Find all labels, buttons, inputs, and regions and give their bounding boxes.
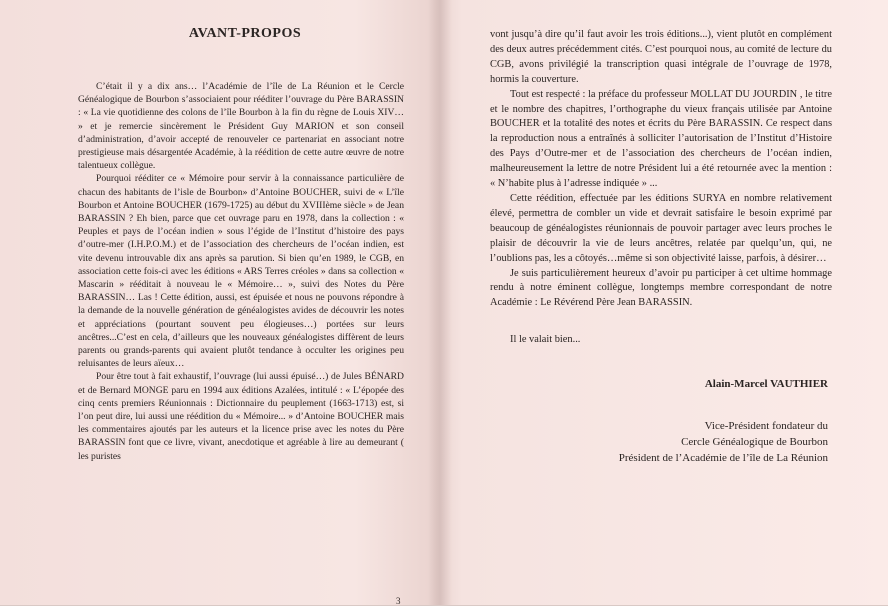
signature-title-3: Président de l’Académie de l’île de La Réunion bbox=[618, 452, 828, 465]
spacer bbox=[490, 311, 832, 333]
right-paragraph-4: Je suis particulièrement heureux d’avoir pu participer à cet ultime hommage rendu à notre éminent collègue, longtemps membre correspondant de notre Académie : Le Révérend Père Jean BARASSIN. bbox=[490, 267, 832, 309]
signature-titles bbox=[490, 418, 832, 466]
left-paragraph-1: C’était il y a dix ans… l’Académie de l’île de La Réunion et le Cercle Généalogique de Bourbon s’associaient pour rééditer l’ouvrage du Père BARASSIN : « La vie quotidienne des colons de l’île Bourbon à la fin du règne de Louis XIV… » et je remercie sincèrement le Président Guy MARION et son conseil d’administration, d’avoir accepté de renouveler ce partenariat en associant notre prestigieuse mais désargentée Académie, à la réédition de cette autre œuvre de notre talentueux collègue. bbox=[78, 81, 404, 172]
left-paragraph-2: Pourquoi rééditer ce « Mémoire pour servir à la connaissance particulière de chacun des habitants de l’isle de Bourbon» d’Antoine BOUCHER, suivi de « L’île Bourbon et Antoine BOUCHER (1679-1725) au début du XVIIIème siècle » de Jean BARASSIN ? Eh bien, parce que cet ouvrage paru en 1978, dans la collection : « Peuples et pays de l’océan indien » sous l’égide de l’Institut d’histoire des pays d’outre-mer (I.H.P.O.M.) et de l’association des chercheurs de l’océan indien, est vite devenu introuvable dix ans après sa parution. Si bien qu’en 1989, le CGB, en association cette fois-ci avec les éditions « ARS Terres créoles » dans sa collection « Mascarin » rééditait à nouveau le « Mémoire… », suivi des Notes du Père BARASSIN… Las ! Cette édition, aussi, est épuisée et nous ne pouvons répondre à la demande de la nouvelle génération de généalogistes avides de découvrir les notes et appréciations (pourtant souvent peu élogieuses…) portées sur leurs ancêtres...C’est en cela, d’ailleurs que les nouveaux généalogistes diffèrent de leurs parents ou grands-parents qui avaient plutôt tendance à occulter les origines peu reluisantes de leurs aïeux… bbox=[78, 173, 404, 370]
page-number: 3 bbox=[396, 596, 401, 606]
right-paragraph-3: Cette réédition, effectuée par les éditions SURYA en nombre relativement élevé, permettra de combler un vide et devrait satisfaire le besoin exprimé par beaucoup de généalogistes réunionnais de pouvoir partager avec leurs proches le plaisir de découvrir la vie de leurs ancêtres, relatée par quelqu’un, qui, ne l’oublions pas, les a côtoyés…même si son objectivité laisse, parfois, à désirer… bbox=[490, 192, 832, 264]
signature-name: Alain-Marcel VAUTHIER bbox=[704, 378, 828, 391]
page-title: AVANT-PROPOS bbox=[188, 26, 302, 41]
signature-title-2: Cercle Généalogique de Bourbon bbox=[681, 436, 828, 449]
right-page bbox=[452, 0, 888, 605]
right-paragraph-1: vont jusqu’à dire qu’il faut avoir les trois éditions...), vient plutôt en complément des deux autres précédemment cités. C’est pourquoi nous, au comité de lecture du CGB, avons privilégié la transcription quasi intégrale de l’ouvrage de 1978, hormis la couverture. bbox=[490, 29, 832, 85]
right-paragraph-5: Il le valait bien... bbox=[510, 334, 581, 346]
signature-title-1: Vice-Président fondateur du bbox=[704, 420, 828, 433]
right-paragraph-2: Tout est respecté : la préface du professeur MOLLAT DU JOURDIN , le titre et le nombre des chapitres, l’orthographe du vieux français utilisée par Antoine BOUCHER et la totalité des notes et écrits du Père BARASSIN. Ce respect dans la reproduction nous a entraînés à solliciter l’autorisation de l’Institut d’Histoire des Pays d’Outre-mer et de l’association des chercheurs de l’océan indien, malheureusement la lettre de notre Président lui a été retournée avec la mention : « N’habite plus à l’adresse indiquée » ... bbox=[490, 88, 832, 190]
left-paragraph-3: Pour être tout à fait exhaustif, l’ouvrage (lui aussi épuisé…) de Jules BÉNARD et de Bernard MONGE paru en 1994 aux éditions Azalées, intitulé : « L’épopée des cinq cents premiers Réunionnais : Dictionnaire du peuplement (1663-1713) est, si l’on peut dire, lui aussi une réédition du « Mémoire... » d’Antoine BOUCHER mais les commentaires ajoutés par les auteurs et la licence prise avec les notes du Père BARASSIN font que ce livre, vivant, anecdotique et agréable à lire au demeurant ( les puristes bbox=[78, 371, 404, 462]
left-page bbox=[0, 0, 440, 605]
